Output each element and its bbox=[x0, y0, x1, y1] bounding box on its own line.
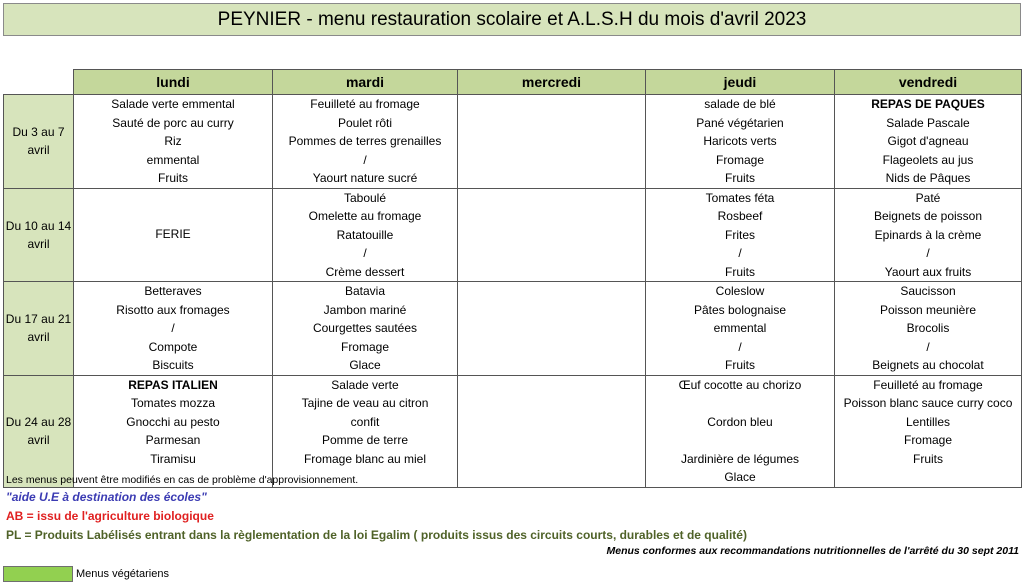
week-label: Du 3 au 7 avril bbox=[4, 95, 74, 189]
menu-item bbox=[646, 431, 834, 450]
menu-item bbox=[646, 394, 834, 413]
menu-item: Ratatouille bbox=[336, 227, 394, 242]
menu-item: Coleslow bbox=[715, 284, 765, 298]
day-header-mardi: mardi bbox=[273, 70, 458, 95]
menu-item: Poulet rôti bbox=[337, 115, 393, 130]
menu-cell-lundi bbox=[74, 95, 273, 189]
menu-item: Poisson blanc sauce curry coco bbox=[843, 396, 1013, 410]
menu-item: Saucisson bbox=[900, 284, 956, 298]
menu-item: Batavia bbox=[344, 284, 386, 298]
menu-item: Pomme de terre bbox=[321, 433, 409, 447]
menu-item: salade de blé bbox=[704, 97, 776, 111]
menu-item: Glace bbox=[349, 358, 381, 372]
menu-item: REPAS ITALIEN bbox=[128, 377, 218, 392]
ab-note: AB = issu de l'agriculture biologique bbox=[6, 509, 214, 523]
menu-item: / bbox=[738, 246, 742, 260]
menu-item: Taboulé bbox=[343, 190, 387, 205]
menu-item: Fromage bbox=[340, 339, 390, 354]
menu-item: Fruits bbox=[158, 171, 188, 185]
menu-cell-vendredi bbox=[835, 188, 1022, 282]
menu-item: Yaourt aux fruits bbox=[884, 264, 972, 279]
menu-item: Jardinière de légumes bbox=[680, 451, 800, 466]
menu-item: Fruits bbox=[725, 171, 755, 185]
menu-cell-jeudi bbox=[646, 375, 835, 487]
menu-item: Fromage blanc au miel bbox=[303, 451, 427, 466]
menu-item: emmental bbox=[713, 321, 767, 335]
menu-cell-mercredi bbox=[458, 375, 646, 487]
menu-cell-vendredi bbox=[835, 375, 1022, 487]
menu-cell-mercredi bbox=[458, 95, 646, 189]
menu-item: Tajine de veau au citron bbox=[301, 396, 429, 410]
menu-item: Betteraves bbox=[144, 284, 202, 298]
week-label: Du 17 au 21 avril bbox=[4, 282, 74, 376]
week-row bbox=[4, 282, 1022, 376]
day-header-lundi: lundi bbox=[74, 70, 273, 95]
menu-item: Yaourt nature sucré bbox=[312, 171, 418, 185]
menu-cell-jeudi bbox=[646, 95, 835, 189]
menu-item: / bbox=[926, 246, 930, 260]
legend bbox=[3, 566, 169, 582]
week-row bbox=[4, 375, 1022, 487]
menu-item: Pané végétarien bbox=[696, 115, 784, 130]
menu-item: Rosbeef bbox=[717, 209, 763, 223]
vegetarian-swatch bbox=[3, 566, 73, 582]
menu-item: Epinards à la crème bbox=[874, 227, 982, 242]
menu-item: Pâtes bolognaise bbox=[693, 302, 787, 317]
menu-item: / bbox=[363, 246, 367, 260]
week-label: Du 10 au 14 avril bbox=[4, 188, 74, 282]
menu-cell-mercredi bbox=[458, 188, 646, 282]
menu-item: Risotto aux fromages bbox=[116, 302, 230, 317]
menu-item: Fruits bbox=[725, 358, 755, 372]
menu-item: Frites bbox=[725, 227, 755, 242]
menu-cell-vendredi bbox=[835, 95, 1022, 189]
menu-table bbox=[3, 69, 1022, 488]
menu-item: Brocolis bbox=[906, 321, 950, 335]
menu-item: Jambon mariné bbox=[323, 302, 407, 317]
menu-item: REPAS DE PAQUES bbox=[871, 97, 985, 111]
menu-item: Crème dessert bbox=[325, 264, 405, 279]
menu-item: Courgettes sautées bbox=[312, 321, 418, 335]
pl-note: PL = Produits Labélisés entrant dans la règlementation de la loi Egalim ( produits issus des circuits courts, durables et de qualité) bbox=[6, 528, 747, 542]
week-row bbox=[4, 95, 1022, 189]
week-row bbox=[4, 188, 1022, 282]
menu-item: Salade Pascale bbox=[886, 115, 970, 130]
menu-item: Beignets de poisson bbox=[873, 209, 983, 223]
menu-item: Parmesan bbox=[145, 433, 201, 447]
menu-item: Salade verte emmental bbox=[111, 97, 235, 111]
menu-item: Nids de Pâques bbox=[885, 171, 971, 185]
menu-cell-lundi bbox=[74, 188, 273, 282]
menu-cell-mardi bbox=[273, 375, 458, 487]
menu-cell-lundi bbox=[74, 375, 273, 487]
legend-label: Menus végétariens bbox=[76, 568, 169, 580]
menu-item: Haricots verts bbox=[703, 134, 777, 148]
menu-cell-vendredi bbox=[835, 282, 1022, 376]
menu-item: Lentilles bbox=[905, 414, 951, 429]
corner-cell bbox=[4, 70, 74, 95]
menu-item: Pommes de terres grenailles bbox=[288, 134, 442, 148]
menu-item: Paté bbox=[915, 190, 941, 205]
menu-item: Salade verte bbox=[331, 377, 399, 392]
menu-item: / bbox=[363, 152, 367, 167]
menu-cell-mardi bbox=[273, 282, 458, 376]
menu-cell-mercredi bbox=[458, 282, 646, 376]
menu-item: Tomates mozza bbox=[130, 396, 216, 410]
menu-item: Fruits bbox=[725, 264, 755, 279]
menu-item: / bbox=[171, 321, 175, 335]
menu-item: Riz bbox=[164, 134, 182, 148]
menu-item: Gigot d'agneau bbox=[887, 134, 969, 148]
menu-cell-jeudi bbox=[646, 188, 835, 282]
menu-item: Beignets au chocolat bbox=[872, 358, 984, 372]
week-label: Du 24 au 28 avril bbox=[4, 375, 74, 487]
day-header-mercredi: mercredi bbox=[458, 70, 646, 95]
menu-item: Fromage bbox=[903, 433, 953, 447]
menu-item: emmental bbox=[146, 152, 200, 167]
menu-item: Cordon bleu bbox=[707, 414, 773, 429]
menu-item: Biscuits bbox=[152, 358, 194, 372]
menu-item: Tiramisu bbox=[150, 451, 196, 466]
menu-item: Tomates féta bbox=[705, 190, 775, 205]
menu-item: Feuilleté au fromage bbox=[310, 97, 420, 111]
menu-cell-jeudi bbox=[646, 282, 835, 376]
notes-block bbox=[6, 474, 1021, 557]
menu-item: Poisson meunière bbox=[879, 302, 977, 317]
menu-item: Feuilleté au fromage bbox=[873, 377, 983, 392]
supply-note: Les menus peuvent être modifiés en cas de problème d'approvisionnement. bbox=[6, 474, 359, 486]
menu-item: Œuf cocotte au chorizo bbox=[678, 377, 802, 392]
aide-ue-note: "aide U.E à destination des écoles" bbox=[6, 490, 207, 504]
menu-cell-mardi bbox=[273, 95, 458, 189]
page-title: PEYNIER - menu restauration scolaire et A.L.S.H du mois d'avril 2023 bbox=[3, 3, 1021, 36]
menu-item: / bbox=[738, 339, 742, 354]
menu-item: confit bbox=[350, 414, 380, 429]
menu-item: Glace bbox=[724, 470, 756, 484]
menu-item: Omelette au fromage bbox=[308, 209, 422, 223]
menu-item: Fruits bbox=[913, 451, 943, 466]
conformity-note: Menus conformes aux recommandations nutritionnelles de l'arrêté du 30 sept 2011 bbox=[606, 545, 1019, 557]
menu-item: Fromage bbox=[715, 152, 765, 167]
day-header-row bbox=[4, 70, 1022, 95]
menu-cell-mardi bbox=[273, 188, 458, 282]
menu-item: Compote bbox=[148, 339, 198, 354]
menu-cell-lundi bbox=[74, 282, 273, 376]
day-header-vendredi: vendredi bbox=[835, 70, 1022, 95]
menu-item: Gnocchi au pesto bbox=[126, 414, 220, 429]
menu-item: Sauté de porc au curry bbox=[112, 115, 234, 130]
day-header-jeudi: jeudi bbox=[646, 70, 835, 95]
menu-item: Flageolets au jus bbox=[882, 152, 974, 167]
menu-item: / bbox=[926, 339, 930, 354]
menu-item: FERIE bbox=[155, 226, 191, 241]
